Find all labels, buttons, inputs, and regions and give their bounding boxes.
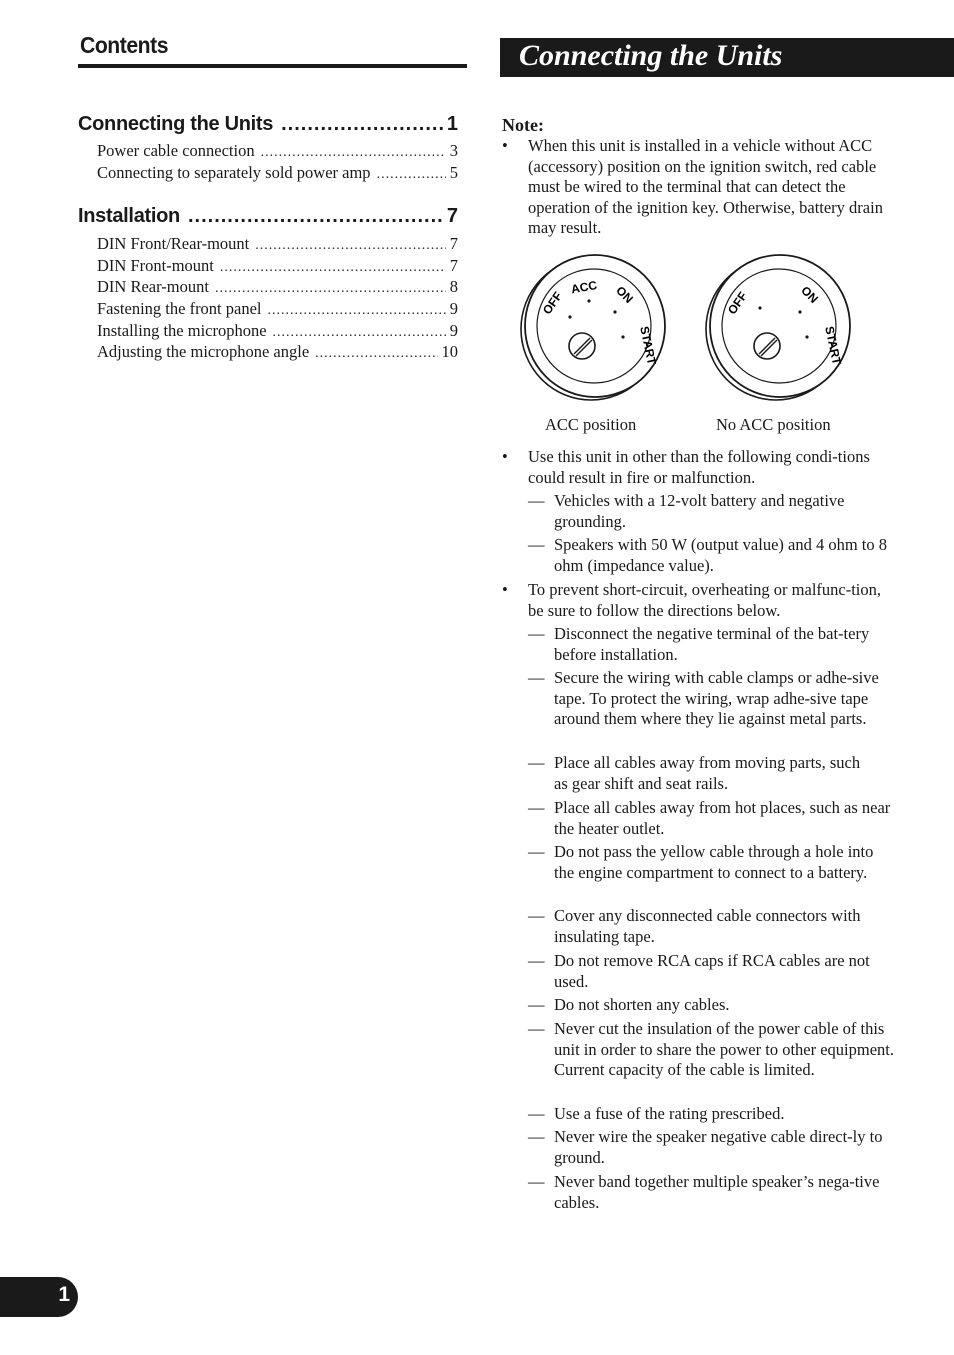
toc-section-connecting[interactable]	[78, 113, 458, 136]
contents-rule	[78, 64, 467, 68]
direction-item: Never band together multiple speaker’s nega-tive cables.	[554, 1172, 880, 1212]
condition-item: Vehicles with a 12-volt battery and negative grounding.	[554, 491, 845, 531]
bullet-marker: •	[502, 580, 508, 599]
toc-entry[interactable]	[97, 299, 458, 319]
toc-entry-page: 7	[449, 256, 458, 275]
toc-entry[interactable]	[97, 321, 458, 341]
direction-item: Disconnect the negative terminal of the bat-tery before installation.	[554, 624, 870, 664]
toc-leader	[220, 260, 446, 276]
toc-leader	[273, 325, 446, 341]
toc-leader	[261, 145, 446, 161]
direction-item: Use a fuse of the rating prescribed.	[554, 1104, 785, 1123]
caption-noacc-position: No ACC position	[716, 415, 831, 434]
dash-marker: —	[528, 798, 545, 817]
toc-entry-label: DIN Front/Rear-mount	[97, 234, 250, 253]
toc-entry[interactable]	[97, 234, 458, 254]
toc-entry-page: 9	[449, 299, 458, 318]
ignition-switch-figure	[515, 250, 865, 410]
toc-leader	[215, 281, 446, 297]
dash-marker: —	[528, 668, 545, 687]
toc-entry[interactable]	[97, 277, 458, 297]
bullet-marker: •	[502, 447, 508, 466]
toc-entry[interactable]	[97, 141, 458, 161]
toc-entry-page: 7	[449, 234, 458, 253]
direction-item: Do not pass the yellow cable through a hole into the engine compartment to connect to a battery.	[554, 842, 874, 882]
toc-entry-page: 5	[449, 163, 458, 182]
toc-entry-label: Power cable connection	[97, 141, 255, 160]
toc-entry-label: Installing the microphone	[97, 321, 267, 340]
label-off: OFF	[724, 289, 751, 317]
section-title-banner	[500, 38, 954, 77]
conditions-bullet-text: Use this unit in other than the following condi-tions could result in fire or malfunction.	[528, 447, 870, 487]
toc-entry-label: DIN Rear-mount	[97, 277, 209, 296]
toc-entry-page: 10	[441, 342, 458, 361]
prevent-bullet-text: To prevent short-circuit, overheating or malfunc-tion, be sure to follow the directions below.	[528, 580, 882, 620]
toc-section-page: 7	[446, 205, 458, 227]
toc-entry-label: Adjusting the microphone angle	[97, 342, 310, 361]
direction-item: Secure the wiring with cable clamps or adhe-sive tape. To protect the wiring, wrap adhe-sive tape around them where they lie against metal parts.	[554, 668, 879, 729]
toc-entry-label: Fastening the front panel	[97, 299, 262, 318]
direction-item: Do not shorten any cables.	[554, 995, 730, 1014]
caption-acc-position: ACC position	[545, 415, 637, 434]
label-on: ON	[798, 283, 821, 307]
ignition-switch-acc	[521, 255, 665, 400]
toc-entry[interactable]	[97, 163, 458, 183]
toc-section-installation[interactable]	[78, 205, 458, 228]
toc-entry-label: DIN Front-mount	[97, 256, 214, 275]
label-start: START	[822, 324, 844, 367]
ignition-switch-noacc	[706, 255, 850, 400]
toc-section-label: Connecting the Units	[78, 113, 274, 135]
note-heading: Note:	[502, 115, 544, 135]
direction-item: Never cut the insulation of the power cable of this unit in order to share the power to other equipment. Current capacity of the cable is limited.	[554, 1019, 894, 1080]
toc-leader	[281, 113, 443, 136]
toc-leader	[188, 205, 443, 228]
toc-leader	[255, 238, 445, 254]
dash-marker: —	[528, 951, 545, 970]
direction-item: Place all cables away from moving parts, such as gear shift and seat rails.	[554, 753, 861, 793]
direction-item: Cover any disconnected cable connectors with insulating tape.	[554, 906, 861, 946]
dash-marker: —	[528, 1104, 545, 1123]
toc-leader	[377, 167, 446, 183]
toc-section-label: Installation	[78, 205, 180, 227]
dash-marker: —	[528, 753, 545, 772]
direction-item: Place all cables away from hot places, such as near the heater outlet.	[554, 798, 891, 838]
toc-entry-label: Connecting to separately sold power amp	[97, 163, 371, 182]
bullet-marker: •	[502, 136, 508, 155]
toc-entry-page: 9	[449, 321, 458, 340]
dash-marker: —	[528, 906, 545, 925]
dash-marker: —	[528, 1172, 545, 1191]
toc-leader	[268, 303, 446, 319]
label-on: ON	[613, 283, 636, 307]
toc-entry[interactable]	[97, 256, 458, 276]
condition-item: Speakers with 50 W (output value) and 4 ohm to 8 ohm (impedance value).	[554, 535, 888, 575]
toc-entry[interactable]	[97, 342, 458, 362]
label-start: START	[637, 324, 659, 367]
dash-marker: —	[528, 624, 545, 643]
dash-marker: —	[528, 995, 545, 1014]
page-number: 1	[58, 1283, 70, 1306]
toc-entry-page: 3	[449, 141, 458, 160]
dash-marker: —	[528, 1019, 545, 1038]
toc-leader	[315, 346, 437, 362]
label-off: OFF	[539, 289, 566, 317]
toc-entry-page: 8	[449, 277, 458, 296]
direction-item: Never wire the speaker negative cable direct-ly to ground.	[554, 1127, 883, 1167]
section-title: Connecting the Units	[519, 39, 783, 72]
dash-marker: —	[528, 1127, 545, 1146]
label-acc: ACC	[569, 278, 599, 297]
dash-marker: —	[528, 491, 545, 510]
dash-marker: —	[528, 535, 545, 554]
contents-title: Contents	[80, 32, 169, 58]
direction-item: Do not remove RCA caps if RCA cables are not used.	[554, 951, 870, 991]
dash-marker: —	[528, 842, 545, 861]
page-number-badge	[0, 1277, 78, 1317]
toc-section-page: 1	[446, 113, 458, 135]
note-bullet-text: When this unit is installed in a vehicle without ACC (accessory) position on the ignition switch, red cable must be wired to the terminal that can detect the operation of the ignition key. Otherwise, battery drain may result.	[528, 136, 883, 238]
